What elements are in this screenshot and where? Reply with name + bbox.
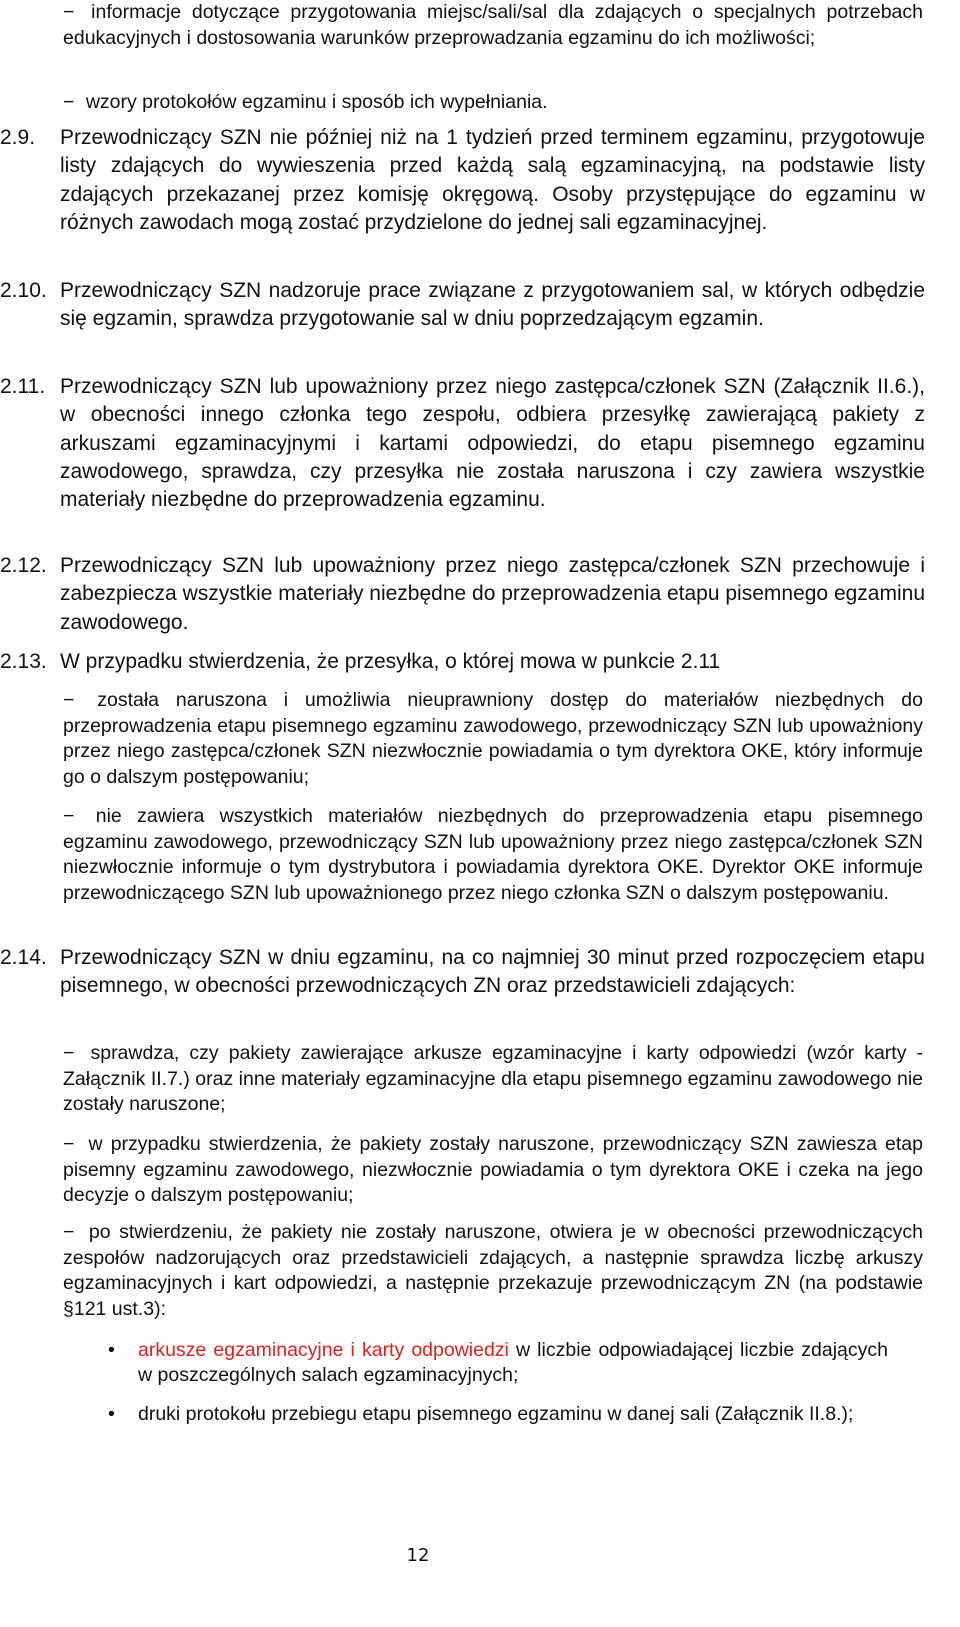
highlighted-text: arkusze egzaminacyjne i karty odpowiedzi [138, 1339, 509, 1361]
bullet-text [138, 1402, 888, 1427]
paragraph-text: W przypadku stwierdzenia, że przesyłka, o której mowa w punkcie 2.11 [60, 650, 721, 673]
dash-prefix: − [63, 1, 75, 23]
paragraph-number: 2.10. [0, 279, 47, 302]
numbered-paragraph [0, 373, 925, 514]
dash-item [63, 688, 923, 790]
paragraph-text: Przewodniczący SZN lub upoważniony przez niego zastępca/członek SZN (Załącznik II.6.), w obecności innego członka tego zespołu, odbiera przesyłkę zawierającą pakiety z arkuszami egzaminacyjnymi i kartami odpowiedzi, do etapu pisemnego egzaminu zawodowego, sprawdza, czy przesyłka nie została naruszona i czy zawiera wszystkie materiały niezbędne do przeprowadzenia egzaminu. [60, 375, 925, 512]
dash-prefix: − [63, 1221, 75, 1243]
page-number: 12 [406, 1545, 430, 1566]
dash-item-text: informacje dotyczące przygotowania miejsc/sali/sal dla zdających o specjalnych potrzebach edukacyjnych i dostosowania warunków przeprowadzania egzaminu do ich możliwości; [63, 1, 923, 49]
paragraph-number: 2.9. [0, 126, 36, 149]
dash-prefix: − [63, 689, 75, 711]
numbered-paragraph [0, 648, 925, 676]
paragraph-text: Przewodniczący SZN nie później niż na 1 tydzień przed terminem egzaminu, przygotowuje listy zdających do wywieszenia przed każdą salą egzaminacyjną, na podstawie listy zdających przekazanej przez komisję okręgową. Osoby przystępujące do egzaminu w różnych zawodach mogą zostać przydzielone do jednej sali egzaminacyjnej. [60, 126, 925, 234]
paragraph-number: 2.13. [0, 650, 47, 673]
paragraph-text: Przewodniczący SZN w dniu egzaminu, na co najmniej 30 minut przed rozpoczęciem etapu pisemnego, w obecności przewodniczących ZN oraz przedstawicieli zdających: [60, 946, 925, 998]
bullet-symbol: • [108, 1339, 115, 1361]
bullet-item [108, 1402, 888, 1427]
dash-item-text: po stwierdzeniu, że pakiety nie zostały naruszone, otwiera je w obecności przewodniczących zespołów nadzorujących oraz przedstawicieli zdających, a następnie sprawdza liczbę arkuszy egzaminacyjnych i kart odpowiedzi, a następnie przekazuje przewodniczącym ZN (na podstawie §121 ust.3): [63, 1221, 923, 1320]
bullet-rest-text: w liczbie odpowiadającej liczbie zdających w poszczególnych salach egzaminacyjnych; [138, 1339, 888, 1386]
dash-item [63, 90, 923, 116]
dash-item [63, 1041, 923, 1118]
numbered-paragraph [0, 277, 925, 334]
numbered-paragraph [0, 552, 925, 637]
numbered-paragraph [0, 944, 925, 1001]
dash-item-text: w przypadku stwierdzenia, że pakiety zostały naruszone, przewodniczący SZN zawiesza etap pisemny egzaminu zawodowego, niezwłocznie powiadamia o tym dyrektora OKE i czeka na jego decyzje o dalszym postępowaniu; [63, 1133, 923, 1206]
dash-item-text: nie zawiera wszystkich materiałów niezbędnych do przeprowadzenia etapu pisemnego egzaminu zawodowego, przewodniczący SZN lub upoważniony przez niego zastępca/członek SZN niezwłocznie informuje o tym dystrybutora i powiadamia dyrektora OKE. Dyrektor OKE informuje przewodniczącego SZN lub upoważnionego przez niego członka SZN o dalszym postępowaniu. [63, 805, 923, 904]
paragraph-text: Przewodniczący SZN lub upoważniony przez niego zastępca/członek SZN przechowuje i zabezpiecza wszystkie materiały niezbędne do przeprowadzenia etapu pisemnego egzaminu zawodowego. [60, 554, 925, 634]
paragraph-number: 2.14. [0, 946, 47, 969]
numbered-paragraph [0, 124, 925, 237]
dash-item [63, 1132, 923, 1209]
dash-prefix: − [63, 805, 75, 827]
paragraph-number: 2.11. [0, 375, 46, 398]
paragraph-number: 2.12. [0, 554, 47, 577]
bullet-rest-text: druki protokołu przebiegu etapu pisemnego egzaminu w danej sali (Załącznik II.8.); [138, 1403, 854, 1425]
dash-item [63, 804, 923, 906]
dash-item-text: została naruszona i umożliwia nieuprawniony dostęp do materiałów niezbędnych do przeprowadzenia etapu pisemnego egzaminu zawodowego, przewodniczący SZN lub upoważniony przez niego zastępca/członek SZN niezwłocznie powiadamia o tym dyrektora OKE, który informuje go o dalszym postępowaniu; [63, 689, 923, 788]
bullet-item [108, 1338, 888, 1388]
bullet-symbol: • [108, 1403, 115, 1425]
bullet-text [138, 1338, 888, 1388]
dash-item-text: sprawdza, czy pakiety zawierające arkusze egzaminacyjne i karty odpowiedzi (wzór karty - Załącznik II.7.) oraz inne materiały egzaminacyjne dla etapu pisemnego egzaminu zawodowego nie zostały naruszone; [63, 1042, 924, 1115]
dash-prefix: − [63, 1133, 75, 1155]
dash-item [63, 0, 923, 51]
dash-prefix: − [63, 1042, 75, 1064]
paragraph-text: Przewodniczący SZN nadzoruje prace związane z przygotowaniem sal, w których odbędzie się egzamin, sprawdza przygotowanie sal w dniu poprzedzającym egzamin. [60, 279, 925, 331]
dash-item [63, 1220, 923, 1322]
dash-prefix: − [63, 91, 75, 113]
dash-item-text: wzory protokołów egzaminu i sposób ich wypełniania. [85, 91, 548, 113]
